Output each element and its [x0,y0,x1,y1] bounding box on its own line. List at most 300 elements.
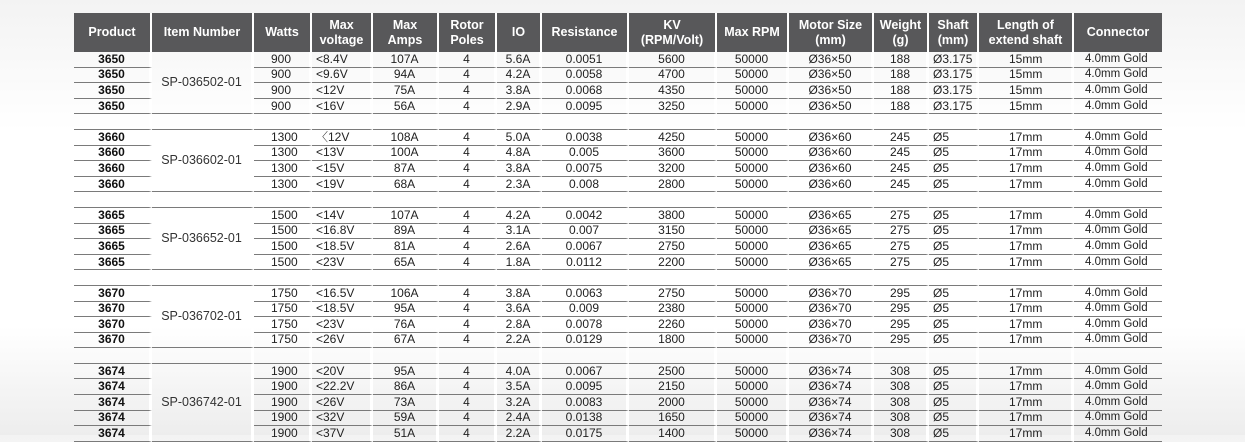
cell-resistance: 0.0129 [542,333,629,349]
cell-resistance: 0.0138 [542,411,629,427]
cell-motor-size: Ø36×50 [789,52,874,68]
spacer-cell [1074,348,1162,364]
spacer-cell [1074,270,1162,286]
col-header-extend-shaft: Length of extend shaft [979,13,1074,52]
spacer-cell [717,270,789,286]
cell-max-rpm: 50000 [717,224,789,240]
cell-product: 3665 [74,255,152,271]
cell-io: 2.9A [497,99,542,115]
cell-resistance: 0.0067 [542,239,629,255]
spacer-cell [717,114,789,130]
cell-resistance: 0.0067 [542,364,629,380]
cell-max-voltage: <19V [312,177,373,193]
cell-max-voltage: <37V [312,426,373,442]
cell-max-amps: 68A [373,177,439,193]
cell-max-rpm: 50000 [717,239,789,255]
cell-product: 3650 [74,68,152,84]
cell-item-number: SP-036702-01 [152,286,254,348]
cell-kv: 2800 [629,177,717,193]
cell-watts: 1500 [254,239,312,255]
spacer-cell [1074,114,1162,130]
cell-connector: 4.0mm Gold [1074,68,1162,84]
cell-motor-size: Ø36×50 [789,83,874,99]
cell-extend-shaft: 17mm [979,411,1074,427]
cell-watts: 1900 [254,379,312,395]
cell-shaft: Ø5 [929,146,979,162]
cell-connector: 4.0mm Gold [1074,177,1162,193]
cell-max-rpm: 50000 [717,177,789,193]
cell-max-rpm: 50000 [717,333,789,349]
cell-resistance: 0.0083 [542,395,629,411]
cell-item-number: SP-036502-01 [152,52,254,114]
cell-extend-shaft: 17mm [979,302,1074,318]
cell-watts: 1300 [254,146,312,162]
cell-watts: 900 [254,68,312,84]
cell-extend-shaft: 17mm [979,224,1074,240]
cell-watts: 1750 [254,302,312,318]
cell-max-rpm: 50000 [717,286,789,302]
spacer-cell [373,270,439,286]
cell-weight: 275 [874,208,929,224]
spacer-cell [74,114,152,130]
cell-rotor-poles: 4 [439,52,497,68]
cell-kv: 2380 [629,302,717,318]
cell-resistance: 0.0078 [542,317,629,333]
cell-max-amps: 95A [373,364,439,380]
cell-motor-size: Ø36×74 [789,364,874,380]
cell-watts: 900 [254,83,312,99]
spacer-cell [717,348,789,364]
cell-kv: 3800 [629,208,717,224]
cell-io: 1.8A [497,255,542,271]
cell-connector: 4.0mm Gold [1074,426,1162,442]
cell-max-amps: 73A [373,395,439,411]
cell-product: 3670 [74,302,152,318]
spacer-cell [497,270,542,286]
cell-weight: 275 [874,224,929,240]
cell-connector: 4.0mm Gold [1074,286,1162,302]
cell-motor-size: Ø36×65 [789,255,874,271]
cell-extend-shaft: 17mm [979,286,1074,302]
cell-connector: 4.0mm Gold [1074,130,1162,146]
spacer-cell [74,192,152,208]
cell-kv: 2750 [629,239,717,255]
cell-motor-size: Ø36×70 [789,286,874,302]
spacer-cell [542,192,629,208]
cell-watts: 1300 [254,161,312,177]
cell-connector: 4.0mm Gold [1074,83,1162,99]
cell-io: 2.2A [497,333,542,349]
cell-kv: 4700 [629,68,717,84]
col-header-watts: Watts [254,13,312,52]
cell-extend-shaft: 15mm [979,68,1074,84]
cell-rotor-poles: 4 [439,239,497,255]
cell-extend-shaft: 17mm [979,364,1074,380]
cell-watts: 900 [254,52,312,68]
cell-max-rpm: 50000 [717,68,789,84]
cell-motor-size: Ø36×65 [789,224,874,240]
cell-weight: 188 [874,83,929,99]
spacer-cell [254,192,312,208]
cell-max-voltage: 〈12V [312,130,373,146]
spacer-cell [979,348,1074,364]
cell-max-rpm: 50000 [717,52,789,68]
cell-io: 3.8A [497,83,542,99]
table-row [74,208,1162,224]
cell-resistance: 0.0175 [542,426,629,442]
cell-max-voltage: <23V [312,255,373,271]
cell-resistance: 0.009 [542,302,629,318]
spacer-cell [439,348,497,364]
cell-resistance: 0.007 [542,224,629,240]
cell-rotor-poles: 4 [439,224,497,240]
cell-product: 3670 [74,286,152,302]
spacer-cell [312,192,373,208]
spacer-cell [874,114,929,130]
cell-kv: 1650 [629,411,717,427]
cell-io: 3.2A [497,395,542,411]
cell-weight: 295 [874,317,929,333]
cell-max-amps: 95A [373,302,439,318]
cell-resistance: 0.0038 [542,130,629,146]
cell-connector: 4.0mm Gold [1074,364,1162,380]
cell-max-amps: 67A [373,333,439,349]
spacer-cell [439,270,497,286]
cell-watts: 900 [254,99,312,115]
cell-kv: 2150 [629,379,717,395]
cell-max-voltage: <8.4V [312,52,373,68]
cell-max-amps: 87A [373,161,439,177]
cell-shaft: Ø5 [929,255,979,271]
cell-max-voltage: <23V [312,317,373,333]
cell-resistance: 0.0095 [542,379,629,395]
cell-watts: 1900 [254,364,312,380]
cell-max-voltage: <16.8V [312,224,373,240]
cell-max-amps: 81A [373,239,439,255]
cell-connector: 4.0mm Gold [1074,411,1162,427]
motor-spec-table [74,13,1162,442]
cell-kv: 2500 [629,364,717,380]
cell-connector: 4.0mm Gold [1074,379,1162,395]
cell-rotor-poles: 4 [439,286,497,302]
cell-product: 3660 [74,161,152,177]
cell-kv: 3600 [629,146,717,162]
cell-weight: 308 [874,379,929,395]
cell-max-rpm: 50000 [717,146,789,162]
cell-extend-shaft: 17mm [979,239,1074,255]
cell-rotor-poles: 4 [439,68,497,84]
spacer-cell [929,192,979,208]
cell-max-rpm: 50000 [717,302,789,318]
cell-extend-shaft: 17mm [979,161,1074,177]
cell-rotor-poles: 4 [439,364,497,380]
cell-connector: 4.0mm Gold [1074,161,1162,177]
cell-resistance: 0.0051 [542,52,629,68]
cell-motor-size: Ø36×60 [789,130,874,146]
cell-max-amps: 108A [373,130,439,146]
cell-max-voltage: <26V [312,395,373,411]
cell-extend-shaft: 17mm [979,395,1074,411]
cell-rotor-poles: 4 [439,99,497,115]
cell-io: 4.2A [497,68,542,84]
cell-motor-size: Ø36×74 [789,379,874,395]
group-spacer-row [74,270,1162,286]
col-header-io: IO [497,13,542,52]
cell-product: 3665 [74,224,152,240]
cell-max-voltage: <26V [312,333,373,349]
cell-io: 3.8A [497,161,542,177]
cell-weight: 275 [874,255,929,271]
cell-max-rpm: 50000 [717,395,789,411]
cell-connector: 4.0mm Gold [1074,302,1162,318]
col-header-max-voltage: Max voltage [312,13,373,52]
cell-shaft: Ø5 [929,426,979,442]
cell-max-voltage: <12V [312,83,373,99]
col-header-product: Product [74,13,152,52]
cell-rotor-poles: 4 [439,130,497,146]
cell-connector: 4.0mm Gold [1074,317,1162,333]
cell-extend-shaft: 17mm [979,333,1074,349]
cell-shaft: Ø5 [929,208,979,224]
spacer-cell [789,114,874,130]
col-header-rotor-poles: Rotor Poles [439,13,497,52]
cell-io: 4.0A [497,364,542,380]
cell-resistance: 0.0112 [542,255,629,271]
cell-shaft: Ø3.175 [929,68,979,84]
spacer-cell [929,270,979,286]
cell-shaft: Ø5 [929,411,979,427]
cell-weight: 295 [874,302,929,318]
cell-weight: 295 [874,333,929,349]
cell-extend-shaft: 17mm [979,426,1074,442]
cell-shaft: Ø5 [929,379,979,395]
cell-shaft: Ø5 [929,302,979,318]
col-header-item-number: Item Number [152,13,254,52]
spacer-cell [629,348,717,364]
spacer-cell [542,270,629,286]
cell-motor-size: Ø36×74 [789,395,874,411]
cell-shaft: Ø3.175 [929,99,979,115]
cell-io: 3.5A [497,379,542,395]
cell-max-voltage: <16V [312,99,373,115]
cell-resistance: 0.0042 [542,208,629,224]
cell-max-amps: 89A [373,224,439,240]
cell-watts: 1300 [254,177,312,193]
cell-extend-shaft: 17mm [979,208,1074,224]
cell-io: 3.8A [497,286,542,302]
cell-product: 3674 [74,426,152,442]
cell-motor-size: Ø36×60 [789,146,874,162]
cell-weight: 188 [874,52,929,68]
cell-rotor-poles: 4 [439,177,497,193]
cell-kv: 3200 [629,161,717,177]
cell-motor-size: Ø36×74 [789,426,874,442]
cell-rotor-poles: 4 [439,302,497,318]
cell-kv: 2200 [629,255,717,271]
cell-item-number: SP-036652-01 [152,208,254,270]
cell-extend-shaft: 17mm [979,146,1074,162]
cell-kv: 1800 [629,333,717,349]
cell-weight: 245 [874,146,929,162]
cell-rotor-poles: 4 [439,317,497,333]
cell-max-voltage: <20V [312,364,373,380]
spacer-cell [439,192,497,208]
col-header-resistance: Resistance [542,13,629,52]
cell-weight: 308 [874,426,929,442]
cell-shaft: Ø5 [929,239,979,255]
cell-connector: 4.0mm Gold [1074,52,1162,68]
cell-extend-shaft: 15mm [979,99,1074,115]
cell-io: 5.6A [497,52,542,68]
cell-rotor-poles: 4 [439,208,497,224]
cell-motor-size: Ø36×70 [789,333,874,349]
cell-max-voltage: <13V [312,146,373,162]
cell-product: 3650 [74,83,152,99]
cell-max-rpm: 50000 [717,208,789,224]
spacer-cell [152,192,254,208]
spacer-cell [789,192,874,208]
cell-resistance: 0.0068 [542,83,629,99]
cell-extend-shaft: 15mm [979,83,1074,99]
cell-connector: 4.0mm Gold [1074,99,1162,115]
cell-motor-size: Ø36×70 [789,317,874,333]
cell-max-rpm: 50000 [717,379,789,395]
cell-watts: 1900 [254,395,312,411]
cell-max-rpm: 50000 [717,83,789,99]
spacer-cell [874,270,929,286]
cell-max-amps: 107A [373,52,439,68]
cell-shaft: Ø5 [929,395,979,411]
cell-product: 3650 [74,52,152,68]
cell-io: 3.1A [497,224,542,240]
cell-resistance: 0.0095 [542,99,629,115]
col-header-max-rpm: Max RPM [717,13,789,52]
cell-watts: 1750 [254,333,312,349]
cell-weight: 308 [874,364,929,380]
cell-max-voltage: <18.5V [312,239,373,255]
cell-kv: 2260 [629,317,717,333]
cell-connector: 4.0mm Gold [1074,208,1162,224]
cell-resistance: 0.005 [542,146,629,162]
cell-extend-shaft: 17mm [979,317,1074,333]
cell-resistance: 0.0075 [542,161,629,177]
spacer-cell [254,348,312,364]
cell-motor-size: Ø36×74 [789,411,874,427]
spacer-cell [74,348,152,364]
cell-weight: 275 [874,239,929,255]
cell-rotor-poles: 4 [439,146,497,162]
cell-motor-size: Ø36×65 [789,239,874,255]
group-spacer-row [74,114,1162,130]
spacer-cell [312,114,373,130]
cell-connector: 4.0mm Gold [1074,224,1162,240]
spacer-cell [1074,192,1162,208]
spacer-cell [874,192,929,208]
cell-watts: 1500 [254,208,312,224]
spacer-cell [542,114,629,130]
cell-item-number: SP-036602-01 [152,130,254,192]
cell-motor-size: Ø36×65 [789,208,874,224]
col-header-max-amps: Max Amps [373,13,439,52]
cell-product: 3670 [74,317,152,333]
cell-io: 2.3A [497,177,542,193]
spacer-cell [629,270,717,286]
cell-product: 3674 [74,411,152,427]
cell-watts: 1750 [254,286,312,302]
cell-max-rpm: 50000 [717,364,789,380]
cell-item-number: SP-036742-01 [152,364,254,442]
cell-max-amps: 51A [373,426,439,442]
header-row [74,13,1162,52]
table-row [74,52,1162,68]
cell-weight: 188 [874,68,929,84]
spacer-cell [979,270,1074,286]
cell-resistance: 0.008 [542,177,629,193]
cell-max-voltage: <32V [312,411,373,427]
cell-connector: 4.0mm Gold [1074,146,1162,162]
cell-product: 3670 [74,333,152,349]
cell-max-voltage: <9.6V [312,68,373,84]
cell-max-amps: 56A [373,99,439,115]
col-header-motor-size: Motor Size (mm) [789,13,874,52]
cell-resistance: 0.0063 [542,286,629,302]
spacer-cell [717,192,789,208]
spacer-cell [629,114,717,130]
cell-product: 3650 [74,99,152,115]
cell-io: 3.6A [497,302,542,318]
spacer-cell [979,114,1074,130]
cell-connector: 4.0mm Gold [1074,395,1162,411]
table-row [74,286,1162,302]
cell-max-rpm: 50000 [717,161,789,177]
spacer-cell [542,348,629,364]
cell-shaft: Ø5 [929,364,979,380]
cell-io: 4.2A [497,208,542,224]
cell-product: 3674 [74,364,152,380]
cell-connector: 4.0mm Gold [1074,239,1162,255]
cell-watts: 1750 [254,317,312,333]
cell-max-amps: 100A [373,146,439,162]
cell-rotor-poles: 4 [439,83,497,99]
cell-max-amps: 94A [373,68,439,84]
cell-max-voltage: <15V [312,161,373,177]
table-row [74,364,1162,380]
spacer-cell [497,114,542,130]
cell-kv: 3150 [629,224,717,240]
cell-weight: 308 [874,411,929,427]
cell-product: 3660 [74,177,152,193]
spacer-cell [254,114,312,130]
cell-max-amps: 65A [373,255,439,271]
cell-kv: 2000 [629,395,717,411]
cell-kv: 5600 [629,52,717,68]
cell-watts: 1500 [254,255,312,271]
cell-shaft: Ø5 [929,130,979,146]
cell-watts: 1900 [254,411,312,427]
spacer-cell [874,348,929,364]
cell-watts: 1300 [254,130,312,146]
cell-io: 2.4A [497,411,542,427]
cell-max-voltage: <16.5V [312,286,373,302]
cell-connector: 4.0mm Gold [1074,333,1162,349]
cell-rotor-poles: 4 [439,255,497,271]
cell-resistance: 0.0058 [542,68,629,84]
cell-extend-shaft: 17mm [979,255,1074,271]
spacer-cell [629,192,717,208]
spacer-cell [497,348,542,364]
spacer-cell [439,114,497,130]
cell-watts: 1900 [254,426,312,442]
